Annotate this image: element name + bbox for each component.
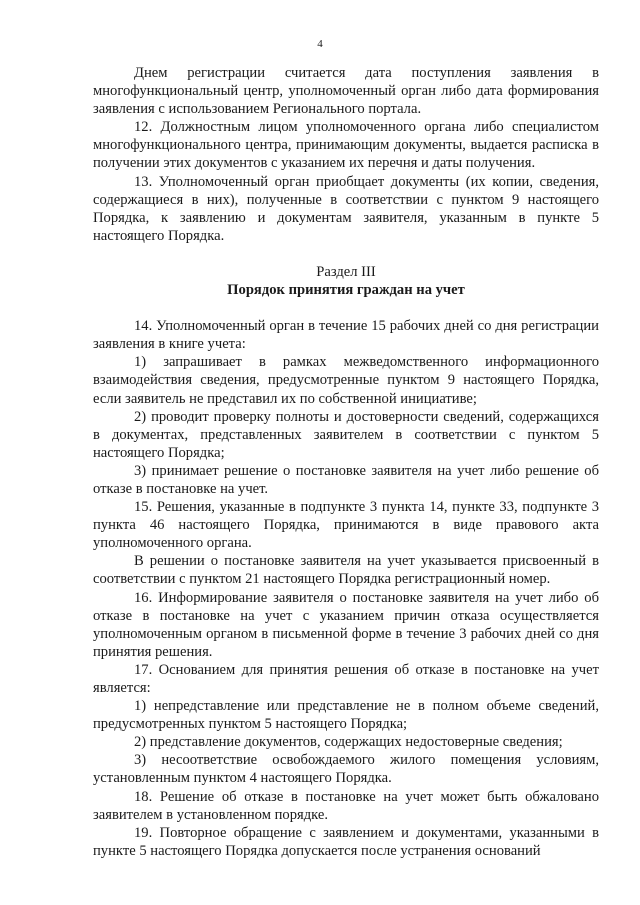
document-body (93, 64, 599, 860)
section-label: Раздел III (316, 263, 376, 280)
paragraph-17-item-2: 2) представление документов, содержащих недостоверные сведения; (134, 734, 563, 751)
paragraph-17-item-3: 3) несоответствие освобождаемого жилого помещения условиям, установленным пунктом 4 настоящего Порядка. (93, 752, 599, 787)
paragraph-16: 16. Информирование заявителя о постановке заявителя на учет либо об отказе в постановке на учет с указанием причин отказа осуществляется уполномоченным органом в письменной форме в течение 3 рабочих дней со дня принятия решения. (93, 589, 599, 660)
paragraph-15-registration-number: В решении о постановке заявителя на учет указывается присвоенный в соответствии с пунктом 21 настоящего Порядка регистрационный номер. (93, 553, 599, 588)
paragraph-14: 14. Уполномоченный орган в течение 15 рабочих дней со дня регистрации заявления в книге учета: (93, 318, 599, 353)
paragraph-14-item-2: 2) проводит проверку полноты и достоверности сведений, содержащихся в документах, представленных заявителем в соответствии с пунктом 5 настоящего Порядка; (93, 408, 599, 461)
paragraph-14-item-3: 3) принимает решение о постановке заявителя на учет либо решение об отказе в постановке на учет. (93, 462, 599, 497)
paragraph-18: 18. Решение об отказе в постановке на учет может быть обжаловано заявителем в установленном порядке. (93, 788, 599, 823)
paragraph-registration-day: Днем регистрации считается дата поступления заявления в многофункциональный центр, уполномоченный орган либо дата формирования заявления с использованием Регионального портала. (93, 65, 599, 118)
page-number: 4 (317, 38, 323, 50)
paragraph-13: 13. Уполномоченный орган приобщает документы (их копии, сведения, содержащиеся в них), полученные в соответствии с пунктом 9 настоящего Порядка, к заявлению и документам заявителя, указанным в пункте 5 настоящего Порядка. (93, 173, 599, 244)
paragraph-17: 17. Основанием для принятия решения об отказе в постановке на учет является: (93, 661, 599, 696)
section-title: Порядок принятия граждан на учет (227, 282, 465, 299)
section-heading (93, 263, 599, 299)
paragraph-15: 15. Решения, указанные в подпункте 3 пункта 14, пункте 33, подпункте 3 пункта 46 настоящего Порядка, принимаются в виде правового акта уполномоченного органа. (93, 499, 599, 552)
paragraph-14-item-1: 1) запрашивает в рамках межведомственного информационного взаимодействия сведения, предусмотренные пунктом 9 настоящего Порядка, если заявитель не представил их по собственной инициативе; (93, 354, 599, 407)
paragraph-17-item-1: 1) непредставление или представление не в полном объеме сведений, предусмотренных пунктом 5 настоящего Порядка; (93, 698, 599, 733)
paragraph-12: 12. Должностным лицом уполномоченного органа либо специалистом многофункционального центра, принимающим документы, выдается расписка в получении этих документов с указанием их перечня и даты получения. (93, 119, 599, 172)
paragraph-19: 19. Повторное обращение с заявлением и документами, указанными в пункте 5 настоящего Порядка допускается после устранения оснований (93, 824, 599, 859)
